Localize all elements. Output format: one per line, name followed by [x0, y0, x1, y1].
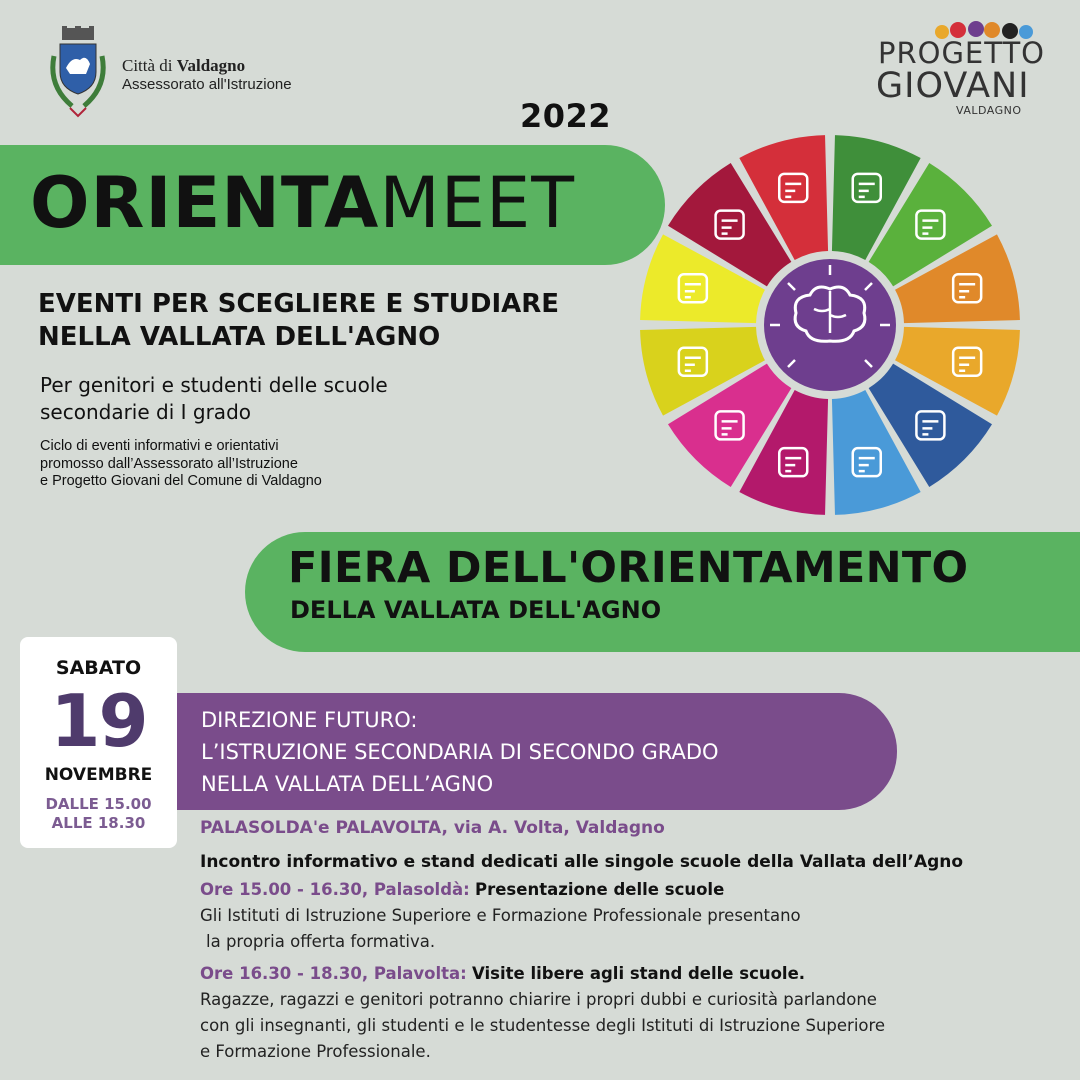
cycle-line: promosso dall’Assessorato all’Istruzione: [40, 455, 298, 472]
audience-line: secondarie di I grado: [40, 400, 251, 424]
orientation-wheel: [630, 125, 1030, 525]
slot2-time: Ore 16.30 - 18.30, Palavolta:: [200, 964, 467, 983]
slot1-desc: Gli Istituti di Istruzione Superiore e Formazione Professionale presentano: [200, 906, 801, 925]
details-intro: Incontro informativo e stand dedicati alle singole scuole della Vallata dell’Agno: [200, 852, 964, 872]
cycle-description: [40, 438, 480, 491]
logo-word-valdagno: VALDAGNO: [956, 104, 1022, 117]
city-name: [122, 56, 245, 76]
title-bold-part: ORIENTA: [30, 162, 380, 244]
city-name-bold: Valdagno: [176, 56, 246, 75]
date-card: [20, 637, 177, 848]
slot1-heading: [200, 880, 724, 899]
city-prefix: Città di: [122, 56, 173, 75]
subtitle-line: EVENTI PER SCEGLIERE E STUDIARE: [38, 289, 560, 319]
event-title-line: NELLA VALLATA DELL’AGNO: [201, 772, 494, 796]
slot1-desc: la propria offerta formativa.: [206, 932, 436, 951]
department-label: Assessorato all'Istruzione: [122, 76, 292, 93]
slot2-desc: con gli insegnanti, gli studenti e le studentesse degli Istituti di Istruzione Superiore: [200, 1016, 886, 1035]
title-light-part: MEET: [379, 162, 575, 244]
slot2-desc: Ragazze, ragazzi e genitori potranno chiarire i propri dubbi e curiosità parlandone: [200, 990, 877, 1009]
slot2-title: Visite libere agli stand delle scuole.: [472, 964, 806, 983]
year-label: 2022: [520, 97, 612, 135]
orientameet-title: [30, 162, 575, 244]
slot1-time: Ore 15.00 - 16.30, Palasoldà:: [200, 880, 470, 899]
audience-line: Per genitori e studenti delle scuole: [40, 373, 388, 397]
event-title-banner: [177, 693, 897, 810]
logo-word-progetto: PROGETTO: [878, 36, 1046, 70]
progetto-giovani-logo: [872, 20, 1052, 128]
subtitle-line: NELLA VALLATA DELL'AGNO: [38, 322, 441, 352]
cycle-line: e Progetto Giovani del Comune di Valdagno: [40, 473, 322, 489]
date-time-to: ALLE 18.30: [51, 814, 146, 832]
cycle-line: Ciclo di eventi informativi e orientativi: [40, 438, 279, 454]
date-time-from: DALLE 15.00: [45, 795, 152, 813]
audience-text: [40, 372, 540, 426]
slot2-heading: [200, 964, 805, 983]
date-day-number: 19: [50, 679, 147, 763]
slot2-desc: e Formazione Professionale.: [200, 1042, 431, 1061]
slot1-title: Presentazione delle scuole: [475, 880, 725, 899]
date-weekday: SABATO: [55, 657, 142, 679]
fiera-title: FIERA DELL'ORIENTAMENTO: [288, 543, 969, 593]
logo-word-giovani: GIOVANI: [876, 66, 1030, 106]
venue-label: PALASOLDA'e PALAVOLTA, via A. Volta, Valdagno: [200, 818, 665, 838]
fiera-subtitle: DELLA VALLATA DELL'AGNO: [290, 596, 662, 624]
date-month: NOVEMBRE: [44, 765, 153, 785]
city-crest-logo: [48, 26, 108, 122]
orientameet-subtitle: [38, 288, 638, 354]
event-title-line: L’ISTRUZIONE SECONDARIA DI SECONDO GRADO: [201, 740, 719, 764]
event-title-line: DIREZIONE FUTURO:: [201, 708, 418, 732]
